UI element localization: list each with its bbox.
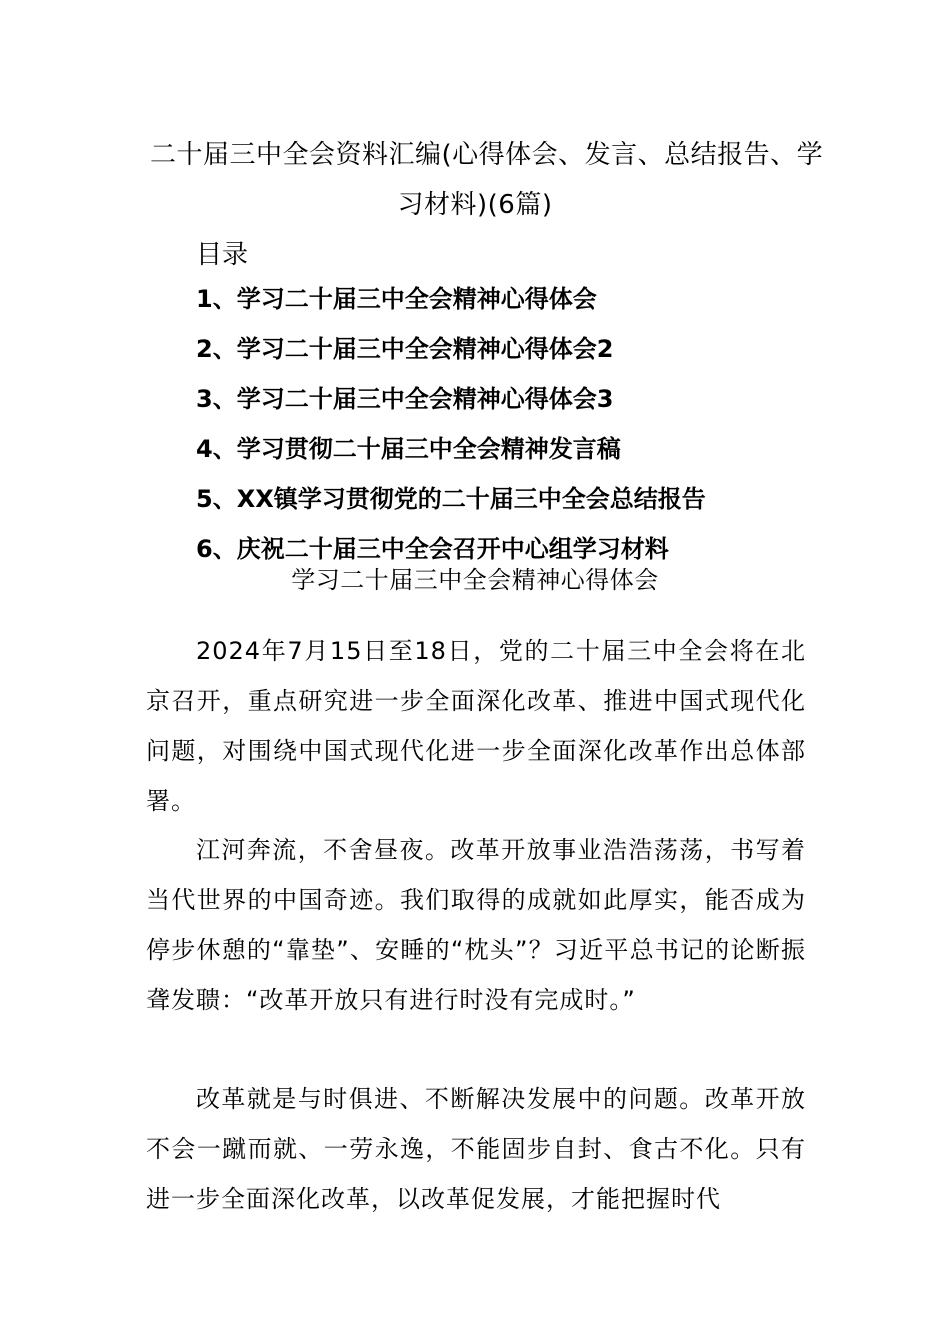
toc-heading: 目录	[196, 240, 249, 270]
document-title-line-2: 习材料)(6篇)	[397, 190, 553, 220]
section-title: 学习二十届三中全会精神心得体会	[291, 566, 659, 594]
toc-item: 4、学习贯彻二十届三中全会精神发言稿	[196, 435, 621, 463]
toc-item: 3、学习二十届三中全会精神心得体会3	[196, 385, 614, 413]
table-of-contents	[196, 282, 706, 582]
body-paragraph: 江河奔流，不舍昼夜。改革开放事业浩浩荡荡，书写着当代世界的中国奇迹。我们取得的成就如此厚实，能否成为停步休憩的“靠垫”、安睡的“枕头”？习近平总书记的论断振聋发聩：“改革开放只有进行时没有完成时。”	[146, 836, 806, 1014]
toc-item: 1、学习二十届三中全会精神心得体会	[196, 285, 597, 313]
body-paragraph: 改革就是与时俱进、不断解决发展中的问题。改革开放不会一蹴而就、一劳永逸，不能固步自封、食古不化。只有进一步全面深化改革，以改革促发展，才能把握时代	[146, 1085, 806, 1213]
toc-item: 5、XX镇学习贯彻党的二十届三中全会总结报告	[196, 485, 706, 513]
toc-item: 2、学习二十届三中全会精神心得体会2	[196, 335, 614, 363]
toc-item: 6、庆祝二十届三中全会召开中心组学习材料	[196, 535, 669, 563]
document-title-line-1: 二十届三中全会资料汇编(心得体会、发言、总结报告、学	[150, 140, 824, 170]
body-paragraph: 2024年7月15日至18日，党的二十届三中全会将在北京召开，重点研究进一步全面深化改革、推进中国式现代化问题，对围绕中国式现代化进一步全面深化改革作出总体部署。	[146, 637, 806, 815]
